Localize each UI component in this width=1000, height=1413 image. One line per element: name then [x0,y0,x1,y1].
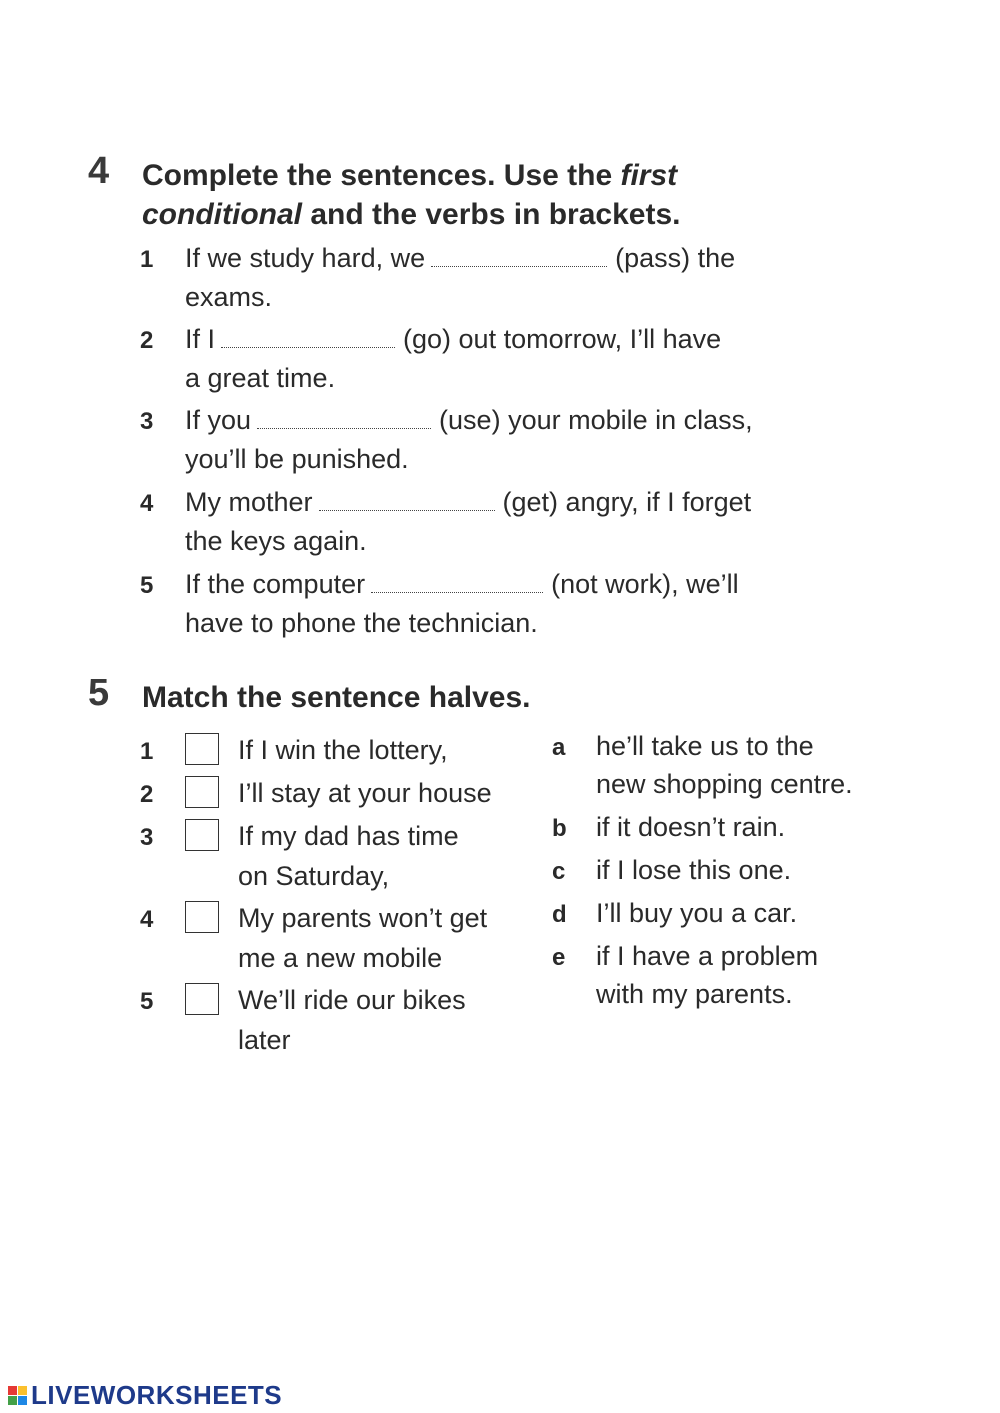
exercise-4-item: If you (use) your mobile in class, you’ll be punished. [185,405,753,474]
match-answer-box[interactable] [185,733,219,765]
answer-blank[interactable] [371,570,543,593]
match-item-number: 2 [140,781,154,808]
exercise-5-number: 5 [88,672,110,714]
exercise-4-number: 4 [88,150,110,192]
exercise-4-item-number: 3 [140,408,154,435]
match-letter: a [552,734,566,761]
exercise-4-title: Complete the sentences. Use the first conditional and the verbs in brackets. [142,159,681,231]
match-left-item: If my dad has time on Saturday, [238,821,459,891]
match-answer-box[interactable] [185,776,219,808]
exercise-4-item-number: 4 [140,490,154,517]
match-item-number: 4 [140,906,154,933]
footer-brand [8,1380,282,1411]
match-letter: d [552,901,567,928]
exercise-4-item: If I (go) out tomorrow, I’ll have a great time. [185,324,722,393]
match-left-item: I’ll stay at your house [238,778,492,808]
exercise-4-item: If we study hard, we (pass) the exams. [185,243,736,312]
answer-blank[interactable] [257,406,431,429]
match-letter: e [552,944,566,971]
match-left-item: We’ll ride our bikes later [238,985,466,1055]
match-letter: b [552,815,567,842]
logo-square [18,1386,27,1395]
answer-blank[interactable] [431,244,607,267]
match-right-item: if it doesn’t rain. [596,812,786,842]
match-answer-box[interactable] [185,901,219,933]
match-letter: c [552,858,566,885]
answer-blank[interactable] [221,325,395,348]
match-right-item: I’ll buy you a car. [596,898,798,928]
exercise-5-title: Match the sentence halves. [142,681,531,714]
match-item-number: 1 [140,738,154,765]
liveworksheets-logo-icon [8,1386,27,1405]
match-answer-box[interactable] [185,983,219,1015]
match-item-number: 3 [140,824,154,851]
exercise-4-item-number: 5 [140,572,154,599]
logo-square [18,1396,27,1405]
match-right-item: if I have a problem with my parents. [596,941,819,1009]
exercise-4-item: My mother (get) angry, if I forget the keys again. [185,487,752,556]
match-item-number: 5 [140,988,154,1015]
match-answer-box[interactable] [185,819,219,851]
brand-name: LIVEWORKSHEETS [31,1380,283,1410]
match-right-item: if I lose this one. [596,855,792,885]
match-left-item: If I win the lottery, [238,735,448,765]
match-left-item: My parents won’t get me a new mobile [238,903,488,973]
logo-square [8,1396,17,1405]
exercise-4-item: If the computer (not work), we’ll have to phone the technician. [185,569,739,638]
logo-square [8,1386,17,1395]
exercise-4-item-number: 2 [140,327,154,354]
exercise-4-item-number: 1 [140,246,154,273]
answer-blank[interactable] [319,488,495,511]
match-right-item: he’ll take us to the new shopping centre. [596,731,853,799]
